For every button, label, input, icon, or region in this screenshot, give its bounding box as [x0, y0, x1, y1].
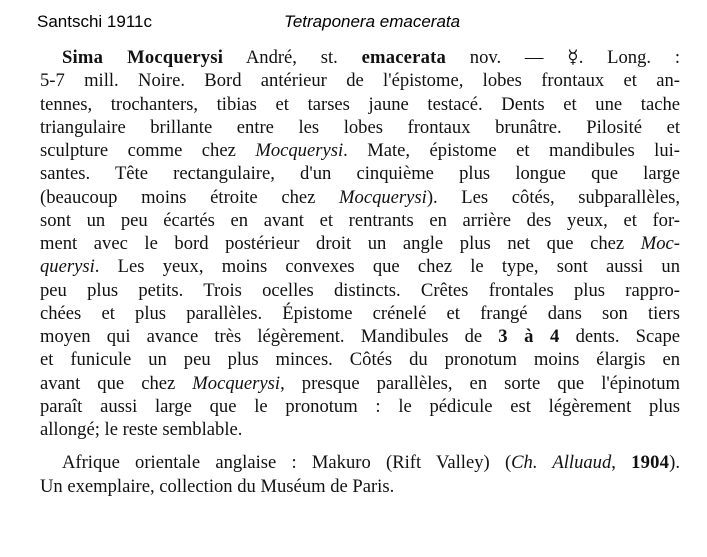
text-line: allongé; le reste semblable.: [40, 419, 243, 440]
text-line: santes. Tête rectangulaire, d'un cinquième plus longue que large: [40, 163, 680, 185]
text-line: ment avec le bord postérieur droit un angle plus net que chez Moc-: [40, 233, 680, 254]
text-line: avant que chez Mocquerysi, presque parallèles, en sorte que l'épinotum: [40, 372, 680, 394]
description-text: [40, 46, 680, 498]
collector-name: Ch. Alluaud: [511, 452, 612, 474]
specimen-line: Un exemplaire, collection du Muséum de Paris.: [40, 475, 395, 497]
text-line: paraît aussi large que le pronotum : le pédicule est légèrement plus: [40, 395, 680, 417]
collection-year: 1904: [631, 452, 670, 474]
text-line: sont un peu écartés en avant et rentrants en arrière des yeux, et for-: [40, 209, 680, 231]
text-line: Sima Mocquerysi André, st. emacerata nov. — ☿. Long. :: [62, 47, 680, 68]
text-line: querysi. Les yeux, moins convexes que chez le type, sont aussi un: [40, 256, 680, 278]
paragraph-gap: [40, 441, 680, 451]
text-line: sculpture comme chez Mocquerysi. Mate, épistome et mandibules lui-: [40, 140, 680, 161]
text-line: (beaucoup moins étroite chez Mocquerysi). Les côtés, subparallèles,: [40, 186, 680, 208]
text-line: moyen qui avance très légèrement. Mandibules de 3 à 4 dents. Scape: [40, 326, 681, 347]
text-line: peu plus petits. Trois ocelles distincts. Crêtes frontales plus rappro-: [40, 279, 680, 301]
citation-label: Santschi 1911c: [37, 12, 152, 31]
genus-species-name: Sima Mocquerysi: [62, 47, 224, 68]
text-line: 5-7 mill. Noire. Bord antérieur de l'épistome, lobes frontaux et an-: [40, 70, 680, 92]
taxon-title: Tetraponera emacerata: [284, 12, 461, 31]
subspecies-name: emacerata: [361, 47, 446, 68]
locality-line: Afrique orientale anglaise : Makuro (Rift Valley) (Ch. Alluaud, 1904).: [62, 452, 680, 474]
text-line: triangulaire brillante entre les lobes frontaux brunâtre. Pilosité et: [40, 116, 680, 138]
text-line: chées et plus parallèles. Épistome crénelé et frangé dans son tiers: [40, 302, 680, 324]
text-line: et funicule un peu plus minces. Côtés du pronotum moins élargis en: [40, 349, 680, 371]
text-line: tennes, trochanters, tibias et tarses jaune testacé. Dents et une tache: [40, 93, 680, 115]
